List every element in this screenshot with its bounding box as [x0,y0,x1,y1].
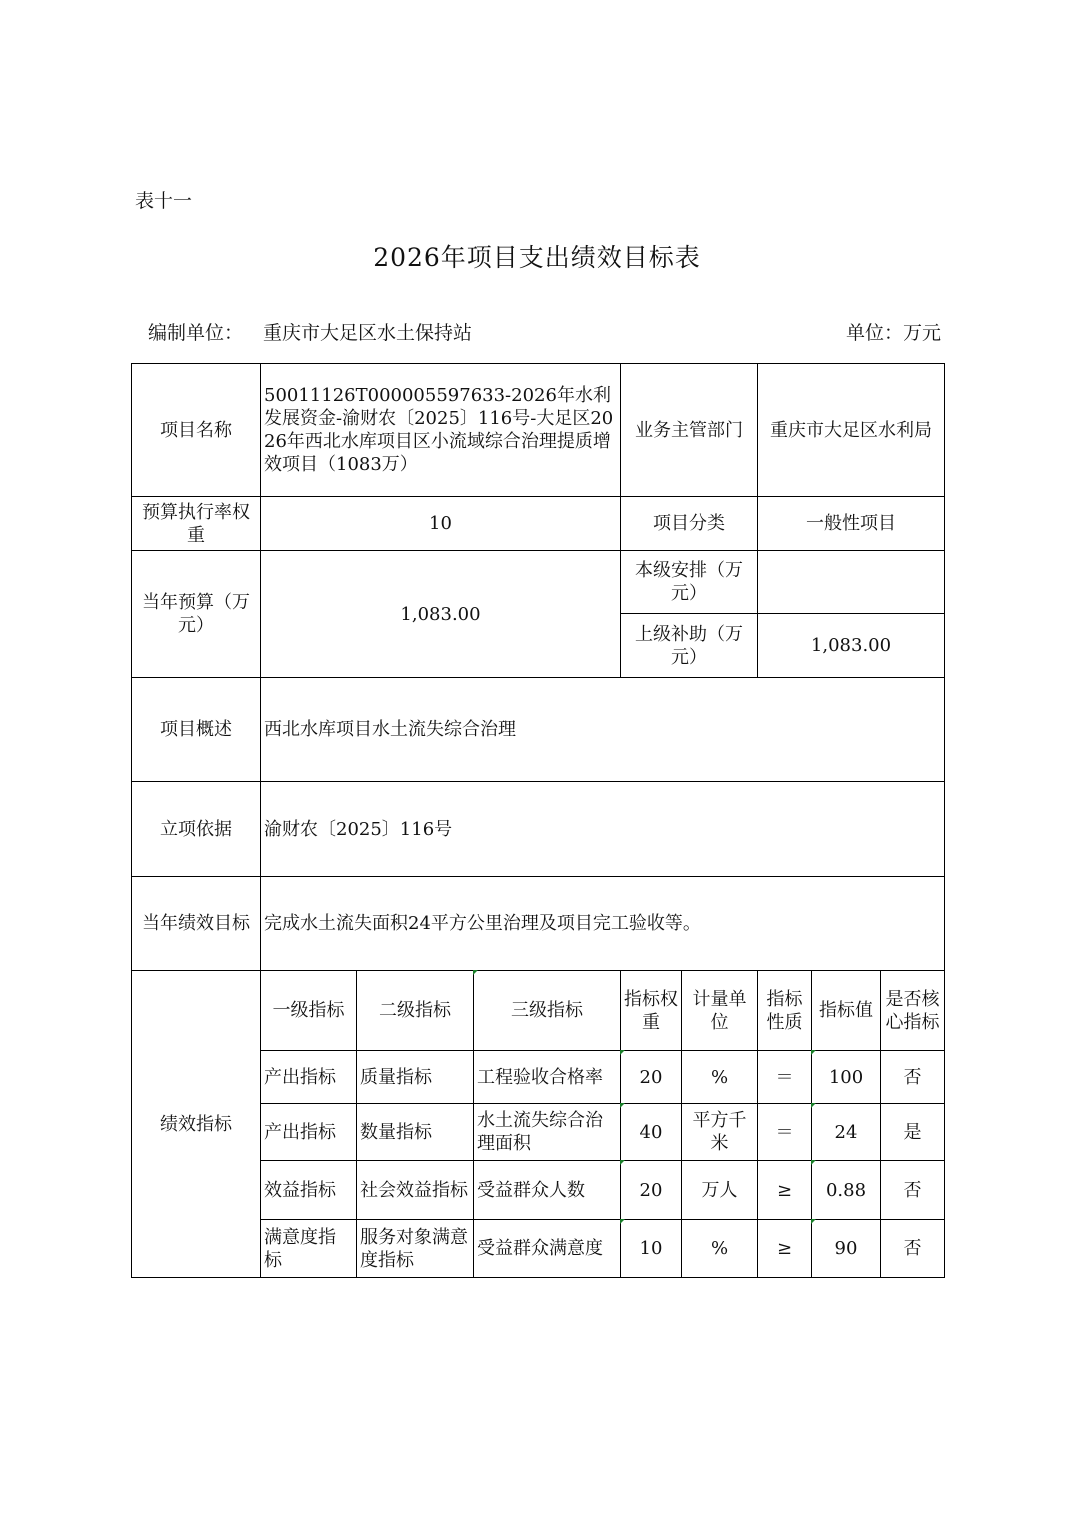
page-title: 2026年项目支出绩效目标表 [373,243,701,272]
basis-value: 渝财农〔2025〕116号 [261,782,945,877]
budget-label: 当年预算（万元） [132,551,261,678]
row-level3: 受益群众满意度 [474,1220,621,1278]
category-label: 项目分类 [621,497,758,551]
row-value: 90 [812,1220,881,1278]
header-core: 是否核心指标 [881,971,945,1051]
row-core: 否 [881,1161,945,1220]
header-nature: 指标性质 [758,971,812,1051]
row-unit: % [682,1051,758,1104]
category-value: 一般性项目 [758,497,945,551]
row-level1: 产出指标 [261,1104,357,1161]
header-weight: 指标权重 [621,971,682,1051]
row-core: 是 [881,1104,945,1161]
overview-value: 西北水库项目水土流失综合治理 [261,678,945,782]
project-name-label: 项目名称 [132,364,261,497]
header-value: 指标值 [812,971,881,1051]
row-level3: 工程验收合格率 [474,1051,621,1104]
row-nature: ＝ [758,1051,812,1104]
compiler-value: 重庆市大足区水土保持站 [263,322,473,344]
budget-value: 1,083.00 [261,551,621,678]
goal-label: 当年绩效目标 [132,877,261,971]
weight-value: 10 [261,497,621,551]
row-value: 24 [812,1104,881,1161]
row-weight: 20 [621,1051,682,1104]
row-level3: 水土流失综合治理面积 [474,1104,621,1161]
compiler-label: 编制单位： [148,322,244,344]
unit-label: 单位：万元 [845,322,941,344]
weight-label: 预算执行率权重 [132,497,261,551]
local-arrangement-label: 本级安排（万元） [621,551,758,614]
table-number: 表十一 [135,190,193,212]
row-value: 0.88 [812,1161,881,1220]
row-level1: 满意度指标 [261,1220,357,1278]
row-core: 否 [881,1220,945,1278]
basis-label: 立项依据 [132,782,261,877]
goal-value: 完成水土流失面积24平方公里治理及项目完工验收等。 [261,877,945,971]
row-level1: 产出指标 [261,1051,357,1104]
row-nature: ≥ [758,1220,812,1278]
row-unit: 万人 [682,1161,758,1220]
row-core: 否 [881,1051,945,1104]
row-level2: 质量指标 [357,1051,474,1104]
row-unit: 平方千米 [682,1104,758,1161]
upper-subsidy-label: 上级补助（万元） [621,614,758,678]
row-weight: 10 [621,1220,682,1278]
upper-subsidy-value: 1,083.00 [758,614,945,678]
row-value: 100 [812,1051,881,1104]
row-level2: 数量指标 [357,1104,474,1161]
row-weight: 20 [621,1161,682,1220]
header-level2: 二级指标 [357,971,474,1051]
dept-label: 业务主管部门 [621,364,758,497]
local-arrangement-value [758,551,945,614]
row-unit: % [682,1220,758,1278]
project-name-value: 50011126T000005597633-2026年水利发展资金-渝财农〔2025〕116号-大足区2026年西北水库项目区小流域综合治理提质增效项目（1083万） [261,364,621,497]
row-level2: 服务对象满意度指标 [357,1220,474,1278]
header-unit: 计量单位 [682,971,758,1051]
row-level3: 受益群众人数 [474,1161,621,1220]
performance-target-table [131,363,945,1278]
dept-value: 重庆市大足区水利局 [758,364,945,497]
row-level1: 效益指标 [261,1161,357,1220]
header-level3: 三级指标 [474,971,621,1051]
row-nature: ＝ [758,1104,812,1161]
overview-label: 项目概述 [132,678,261,782]
indicators-label: 绩效指标 [132,971,261,1278]
row-weight: 40 [621,1104,682,1161]
header-level1: 一级指标 [261,971,357,1051]
row-level2: 社会效益指标 [357,1161,474,1220]
row-nature: ≥ [758,1161,812,1220]
